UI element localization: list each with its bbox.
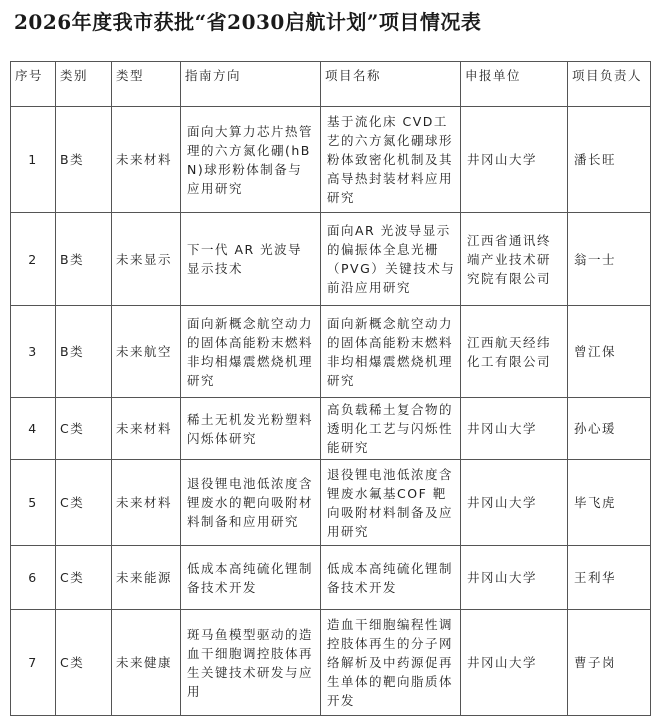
cell-direction: 低成本高纯硫化锂制备技术开发 — [181, 546, 321, 610]
cell-category: C类 — [56, 398, 112, 460]
cell-project: 造血干细胞编程性调控肢体再生的分子网络解析及中药源促再生单体的靶向脂质体开发 — [321, 610, 461, 716]
cell-type: 未来显示 — [112, 213, 181, 306]
page-title: 2026年度我市获批“省2030启航计划”项目情况表 — [14, 10, 482, 34]
cell-category: B类 — [56, 107, 112, 213]
table-header-row — [11, 62, 651, 107]
cell-direction: 面向新概念航空动力的固体高能粉末燃料非均相爆震燃烧机理研究 — [181, 306, 321, 398]
cell-leader: 曹子岗 — [568, 610, 651, 716]
cell-type: 未来航空 — [112, 306, 181, 398]
column-header-no: 序号 — [11, 62, 56, 107]
table-row — [11, 610, 651, 716]
cell-no: 5 — [11, 460, 56, 546]
cell-direction: 稀土无机发光粉塑料闪烁体研究 — [181, 398, 321, 460]
cell-type: 未来健康 — [112, 610, 181, 716]
cell-leader: 潘长旺 — [568, 107, 651, 213]
cell-leader: 孙心瑗 — [568, 398, 651, 460]
cell-no: 2 — [11, 213, 56, 306]
cell-leader: 翁一士 — [568, 213, 651, 306]
column-header-category: 类别 — [56, 62, 112, 107]
table-row — [11, 213, 651, 306]
cell-project: 面向新概念航空动力的固体高能粉末燃料非均相爆震燃烧机理研究 — [321, 306, 461, 398]
cell-type: 未来材料 — [112, 398, 181, 460]
cell-type: 未来材料 — [112, 107, 181, 213]
table-row — [11, 107, 651, 213]
column-header-project: 项目名称 — [321, 62, 461, 107]
cell-leader: 毕飞虎 — [568, 460, 651, 546]
cell-category: C类 — [56, 546, 112, 610]
cell-unit: 井冈山大学 — [461, 398, 568, 460]
cell-unit: 井冈山大学 — [461, 107, 568, 213]
table-row — [11, 460, 651, 546]
column-header-direction: 指南方向 — [181, 62, 321, 107]
cell-direction: 面向大算力芯片热管理的六方氮化硼(hBN)球形粉体制备与应用研究 — [181, 107, 321, 213]
cell-leader: 王利华 — [568, 546, 651, 610]
cell-no: 3 — [11, 306, 56, 398]
project-table — [10, 61, 651, 716]
cell-unit: 井冈山大学 — [461, 546, 568, 610]
column-header-unit: 申报单位 — [461, 62, 568, 107]
table-row — [11, 306, 651, 398]
cell-unit: 江西航天经纬化工有限公司 — [461, 306, 568, 398]
cell-project: 基于流化床 CVD工艺的六方氮化硼球形粉体致密化机制及其高导热封装材料应用研究 — [321, 107, 461, 213]
cell-project: 退役锂电池低浓度含锂废水氟基COF 靶向吸附材料制备及应用研究 — [321, 460, 461, 546]
cell-type: 未来材料 — [112, 460, 181, 546]
cell-unit: 井冈山大学 — [461, 610, 568, 716]
cell-direction: 下一代 AR 光波导显示技术 — [181, 213, 321, 306]
table-row — [11, 546, 651, 610]
cell-no: 1 — [11, 107, 56, 213]
cell-unit: 江西省通讯终端产业技术研究院有限公司 — [461, 213, 568, 306]
cell-unit: 井冈山大学 — [461, 460, 568, 546]
column-header-leader: 项目负责人 — [568, 62, 651, 107]
cell-no: 7 — [11, 610, 56, 716]
cell-project: 低成本高纯硫化锂制备技术开发 — [321, 546, 461, 610]
table-row — [11, 398, 651, 460]
cell-no: 4 — [11, 398, 56, 460]
cell-category: B类 — [56, 306, 112, 398]
cell-category: C类 — [56, 460, 112, 546]
cell-category: C类 — [56, 610, 112, 716]
cell-category: B类 — [56, 213, 112, 306]
cell-project: 高负载稀土复合物的透明化工艺与闪烁性能研究 — [321, 398, 461, 460]
cell-direction: 斑马鱼模型驱动的造血干细胞调控肢体再生关键技术研发与应用 — [181, 610, 321, 716]
cell-direction: 退役锂电池低浓度含锂废水的靶向吸附材料制备和应用研究 — [181, 460, 321, 546]
cell-project: 面向AR 光波导显示的偏振体全息光栅（PVG）关键技术与前沿应用研究 — [321, 213, 461, 306]
cell-no: 6 — [11, 546, 56, 610]
column-header-type: 类型 — [112, 62, 181, 107]
cell-type: 未来能源 — [112, 546, 181, 610]
cell-leader: 曾江保 — [568, 306, 651, 398]
